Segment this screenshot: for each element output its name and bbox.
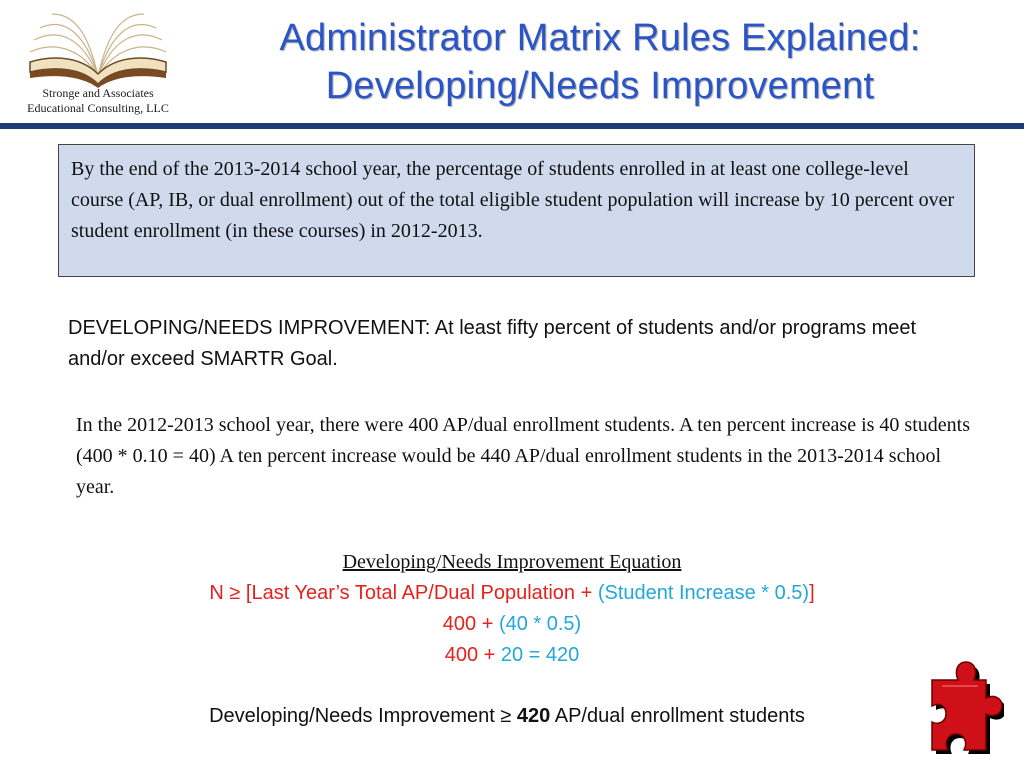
header-divider xyxy=(0,124,1024,129)
result-suffix: AP/dual enrollment students xyxy=(550,705,805,727)
step2-base: 400 + xyxy=(444,644,501,666)
company-logo xyxy=(6,6,190,124)
open-book-icon xyxy=(26,6,170,88)
title-line-2: Developing/Needs Improvement xyxy=(325,65,875,107)
step2-result: 20 = 420 xyxy=(500,644,580,666)
equation-heading: Developing/Needs Improvement Equation xyxy=(342,551,682,573)
equation-formula xyxy=(0,578,1024,609)
step1-base: 400 + xyxy=(442,613,499,635)
logo-line-2: Educational Consulting, LLC xyxy=(27,101,169,115)
step1-increase: (40 * 0.5) xyxy=(498,613,582,635)
goal-text: By the end of the 2013-2014 school year, the percentage of students enrolled in at least one college-level course (AP, IB, or dual enrollment) out of the total eligible student population will increase by 10 percent over student enrollment (in these courses) in 2012-2013. xyxy=(71,158,955,242)
developing-definition: DEVELOPING/NEEDS IMPROVEMENT: At least fifty percent of students and/or programs meet and/or exceed SMARTR Goal. xyxy=(68,317,917,370)
result-statement xyxy=(0,701,1014,732)
equation-block xyxy=(0,547,1024,671)
logo-line-1: Stronge and Associates xyxy=(42,86,154,100)
equation-step-1 xyxy=(0,609,1024,640)
page-title xyxy=(200,14,1000,110)
formula-start: N ≥ [Last Year’s Total AP/Dual Population + xyxy=(209,582,598,604)
result-prefix: Developing/Needs Improvement ≥ xyxy=(209,705,517,727)
title-line-1: Administrator Matrix Rules Explained: xyxy=(279,17,921,59)
formula-mid: (Student Increase * 0.5) xyxy=(597,582,810,604)
formula-end: ] xyxy=(809,582,815,604)
equation-step-2 xyxy=(0,640,1024,671)
puzzle-piece-icon xyxy=(922,658,1004,758)
result-value: 420 xyxy=(516,705,551,727)
example-paragraph: In the 2012-2013 school year, there were 400 AP/dual enrollment students. A ten percent increase is 40 students (400 * 0.10 = 40) A ten percent increase would be 440 AP/dual enrollment students in the 2013-2014 school year. xyxy=(76,414,970,498)
smartr-goal-box xyxy=(58,144,975,277)
